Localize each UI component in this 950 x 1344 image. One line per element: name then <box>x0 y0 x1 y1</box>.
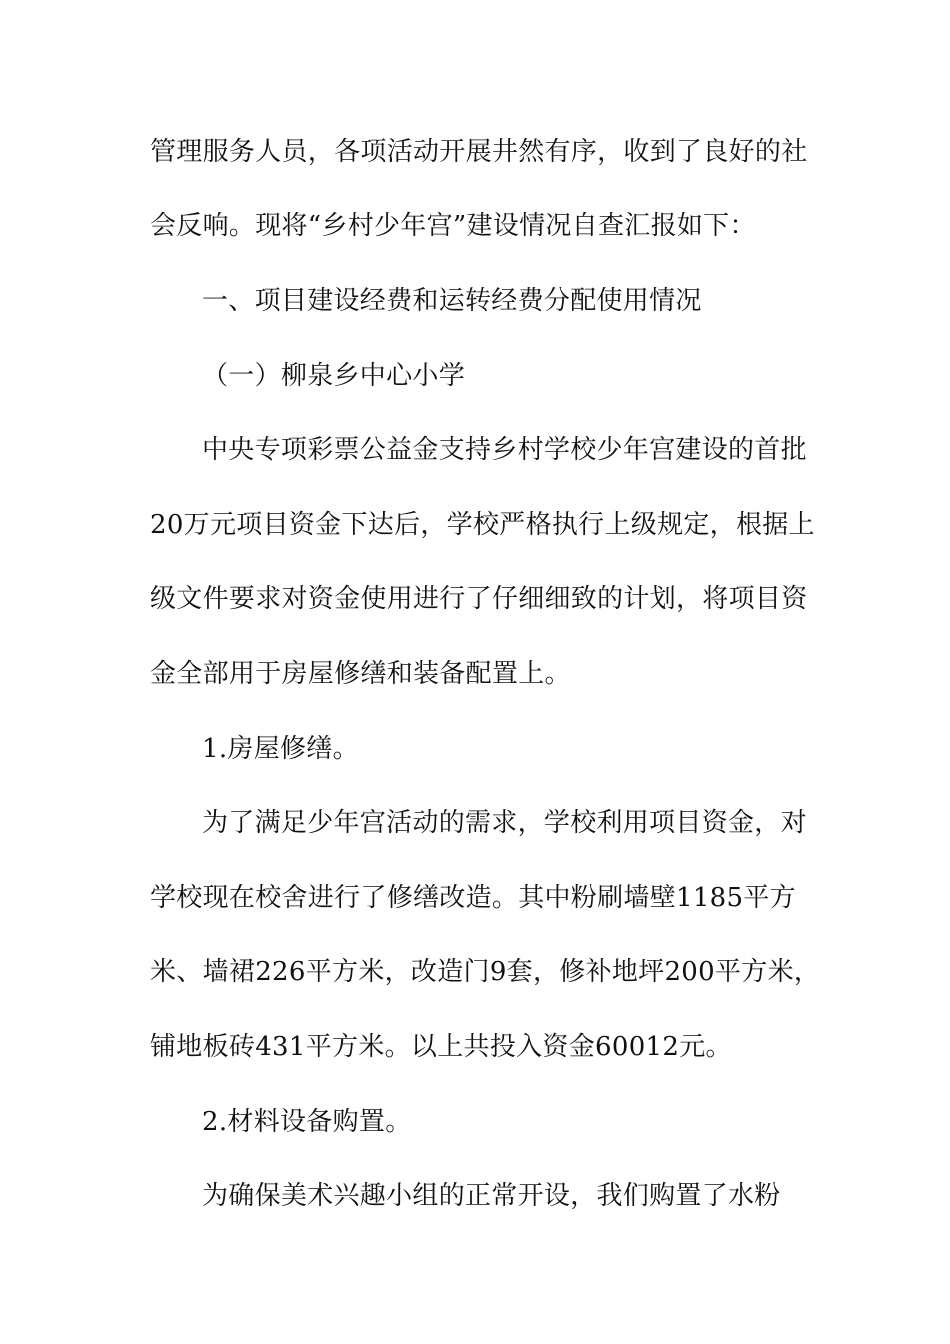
paragraph-line-7: 为了满足少年宫活动的需求，学校利用项目资金，对 <box>202 808 807 838</box>
paragraph-line-3: 中央专项彩票公益金支持乡村学校少年宫建设的首批 <box>202 435 807 465</box>
item-heading-1: 1.房屋修缮。 <box>202 734 359 764</box>
subsection-heading: （一）柳泉乡中心小学 <box>202 361 466 391</box>
paragraph-line-5: 级文件要求对资金使用进行了仔细细致的计划，将项目资 <box>150 584 808 614</box>
paragraph-line-10: 铺地板砖431平方米。以上共投入资金60012元。 <box>150 1032 732 1062</box>
paragraph-line-1: 管理服务人员，各项活动开展井然有序，收到了良好的社 <box>150 137 808 167</box>
paragraph-line-6: 金全部用于房屋修缮和装备配置上。 <box>150 659 571 689</box>
paragraph-line-4: 20万元项目资金下达后，学校严格执行上级规定，根据上 <box>150 510 815 540</box>
item-heading-2: 2.材料设备购置。 <box>202 1107 412 1137</box>
paragraph-line-9: 米、墙裙226平方米，改造门9套，修补地坪200平方米， <box>150 957 821 987</box>
paragraph-line-8: 学校现在校舍进行了修缮改造。其中粉刷墙壁1185平方 <box>150 883 796 913</box>
paragraph-line-11: 为确保美术兴趣小组的正常开设，我们购置了水粉 <box>202 1181 781 1211</box>
paragraph-line-2: 会反响。现将“乡村少年宫”建设情况自查汇报如下： <box>150 211 756 241</box>
section-heading: 一、项目建设经费和运转经费分配使用情况 <box>202 286 702 316</box>
